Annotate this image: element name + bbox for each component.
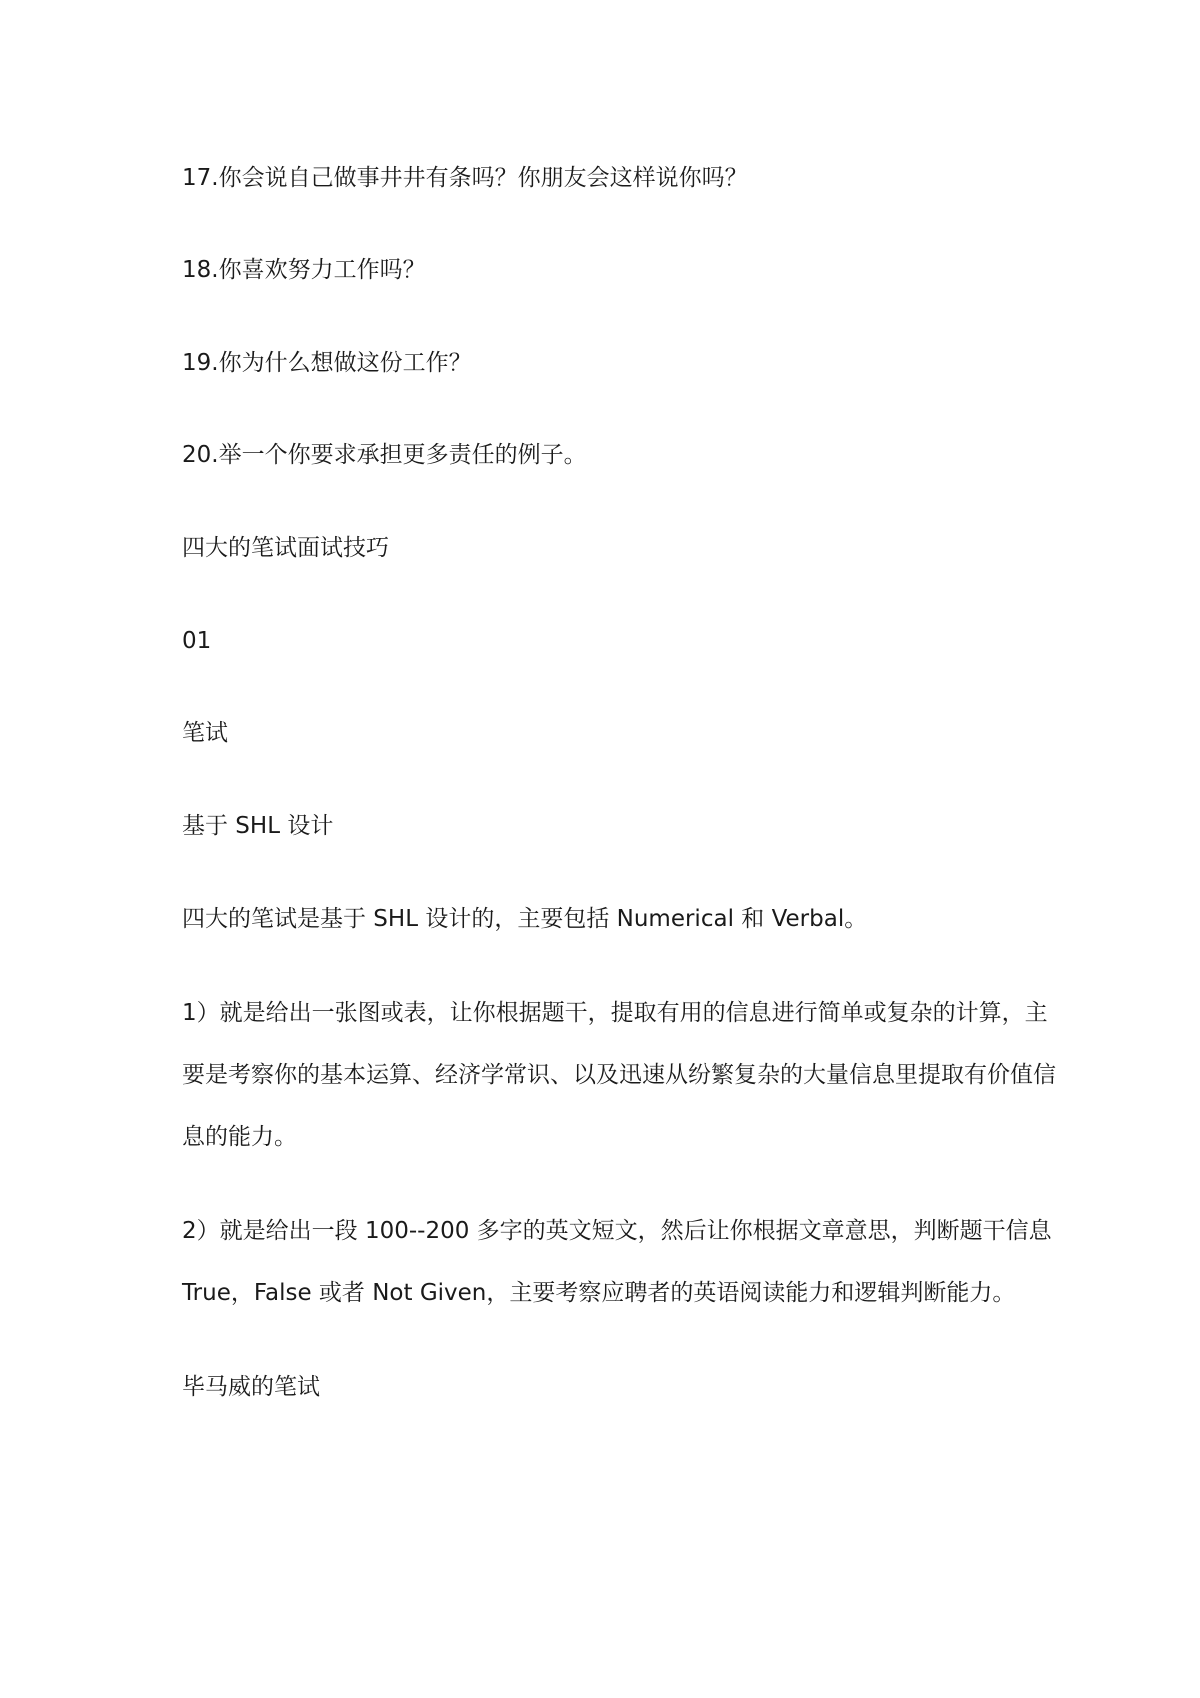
paragraph-numerical-line-1: 1）就是给出一张图或表，让你根据题干，提取有用的信息进行简单或复杂的计算，主 [182,1000,1048,1026]
paragraph-numerical-line-2: 要是考察你的基本运算、经济学常识、以及迅速从纷繁复杂的大量信息里提取有价值信 [182,1062,1056,1088]
subsection-subtitle: 基于 SHL 设计 [182,813,334,839]
section-heading: 四大的笔试面试技巧 [182,535,389,561]
paragraph-intro: 四大的笔试是基于 SHL 设计的，主要包括 Numerical 和 Verbal。 [182,906,868,932]
question-18: 18.你喜欢努力工作吗？ [182,257,426,283]
kpmg-heading: 毕马威的笔试 [182,1374,320,1400]
question-20: 20.举一个你要求承担更多责任的例子。 [182,442,587,468]
question-19: 19.你为什么想做这份工作？ [182,350,472,376]
paragraph-verbal-line-1: 2）就是给出一段 100--200 多字的英文短文，然后让你根据文章意思，判断题干信息 [182,1218,1052,1244]
paragraph-verbal-line-2: True，False 或者 Not Given，主要考察应聘者的英语阅读能力和逻辑判断能力。 [182,1280,1016,1306]
subsection-title: 笔试 [182,720,228,746]
question-17: 17.你会说自己做事井井有条吗？你朋友会这样说你吗？ [182,165,748,191]
paragraph-numerical-line-3: 息的能力。 [182,1124,297,1150]
section-number: 01 [182,628,212,654]
